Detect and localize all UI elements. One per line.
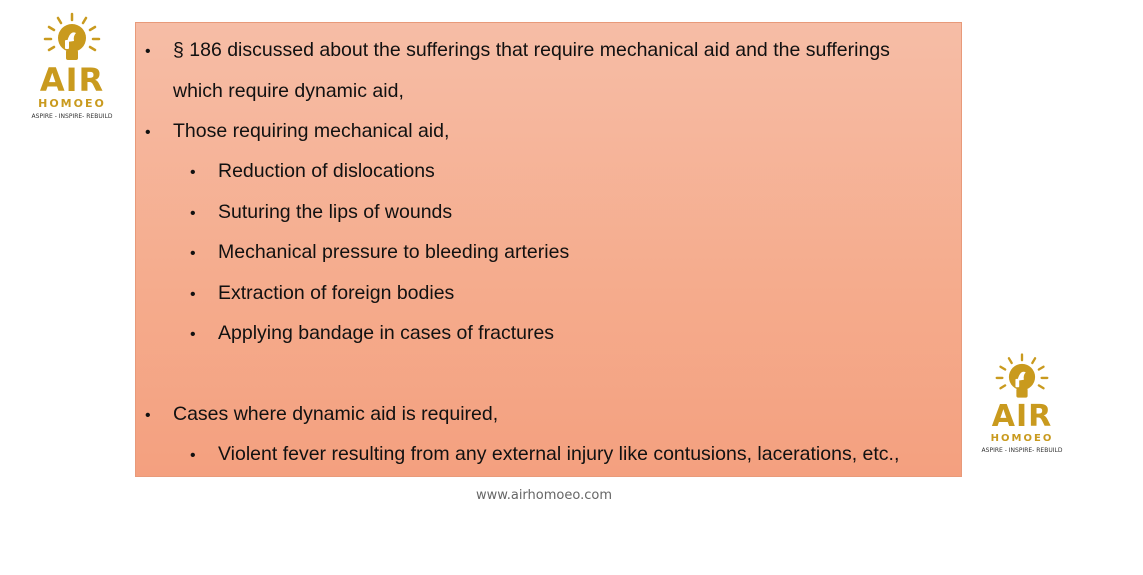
logo-brand: AIR [991,399,1053,434]
sub-list-item: Applying bandage in cases of fractures [218,322,555,344]
slide-content-box [135,22,962,477]
sub-bullet: • [190,447,196,464]
list-item-continuation: which require dynamic aid, [173,80,404,102]
bullet: • [145,407,151,424]
sub-bullet: • [190,205,196,222]
air-homoeo-logo [976,352,1068,454]
sub-list-item: Violent fever resulting from any external injury like contusions, lacerations, etc., [218,443,900,465]
logo-name: HOMOEO [990,433,1054,444]
list-item: § 186 discussed about the sufferings that require mechanical aid and the sufferings [173,39,890,61]
sub-list-item: Mechanical pressure to bleeding arteries [218,241,570,263]
bullet: • [145,43,151,60]
bullet: • [145,124,151,141]
sub-bullet: • [190,286,196,303]
logo-tagline: ASPIRE - INSPIRE- REBUILD [981,447,1063,454]
sub-list-item: Extraction of foreign bodies [218,282,455,304]
logo-name: HOMOEO [38,97,106,110]
sub-bullet: • [190,245,196,262]
footer-url: www.airhomoeo.com [476,488,612,503]
sub-list-item: Reduction of dislocations [218,160,435,182]
logo-tagline: ASPIRE - INSPIRE- REBUILD [31,113,113,120]
sub-list-item: Suturing the lips of wounds [218,201,453,223]
lightbulb-icon [993,352,1051,402]
sub-bullet: • [190,326,196,343]
list-item: Those requiring mechanical aid, [173,120,450,142]
lightbulb-icon [41,12,103,64]
air-homoeo-logo [26,12,118,120]
list-item: Cases where dynamic aid is required, [173,403,499,425]
sub-bullet: • [190,164,196,181]
logo-brand: AIR [39,61,105,99]
